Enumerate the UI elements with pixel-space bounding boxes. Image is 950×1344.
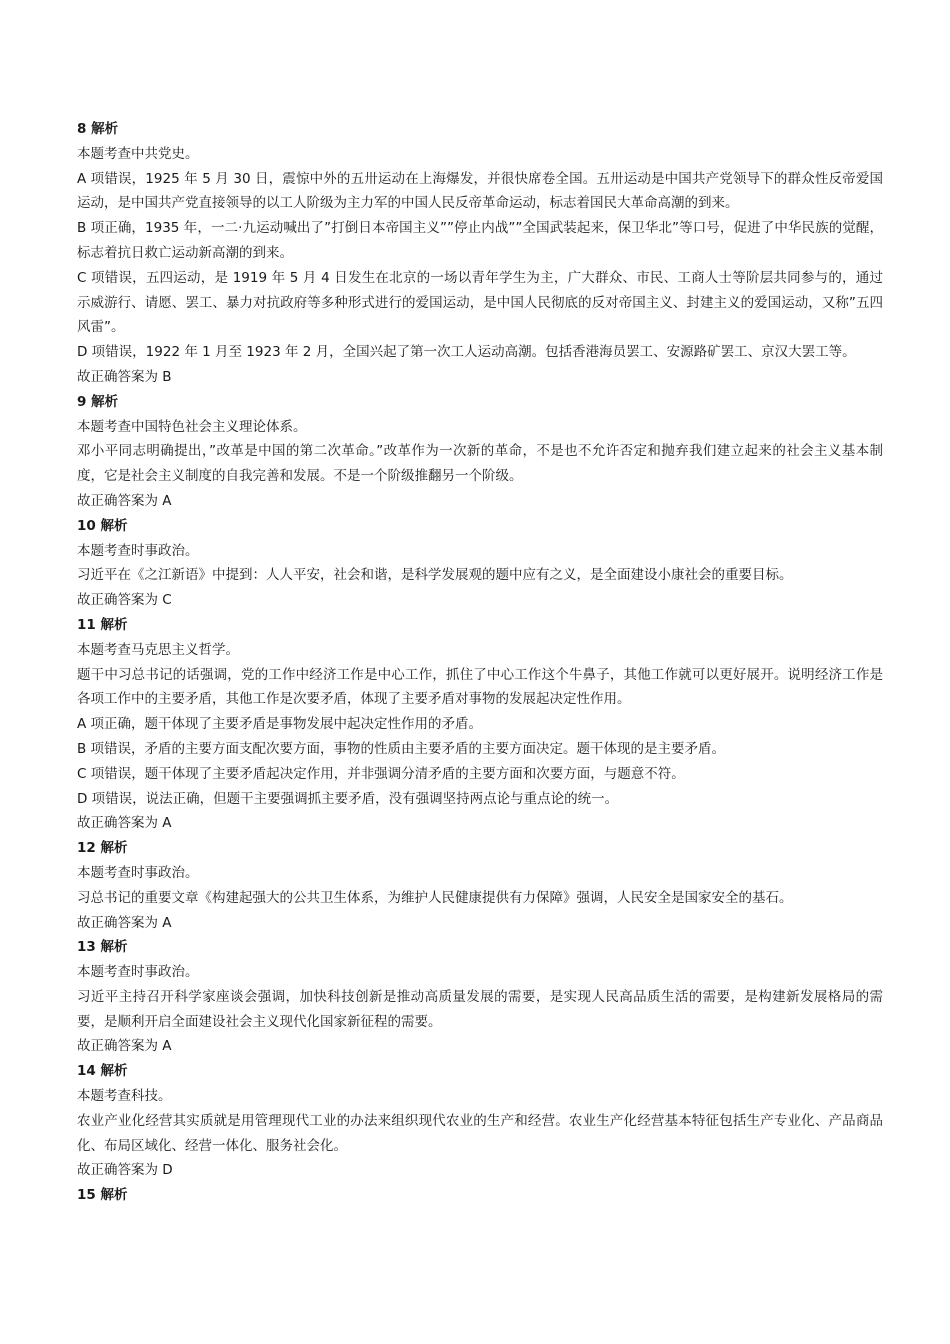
section-heading: 9 解析 [77,393,119,410]
topic-line: 本题考查时事政治。 [77,542,199,559]
option-analysis: C 项错误，五四运动，是 1919 年 5 月 4 日发生在北京的一场以青年学生为主，广大群众、市民、工商人士等阶层共同参与的，通过示威游行、请愿、罢工、暴力对抗政府等多种形式进行的爱国运动，是中国人民彻底的反对帝国主义、封建主义的爱国运动，又称”五四风雷”。 [77,269,883,336]
explanation-section [77,117,883,390]
explanation-text: 题干中习总书记的话强调，党的工作中经济工作是中心工作，抓住了中心工作这个牛鼻子，其他工作就可以更好展开。说明经济工作是各项工作中的主要矛盾，其他工作是次要矛盾，体现了主要矛盾对事物的发展起决定性作用。 [77,666,883,708]
correct-answer: 故正确答案为 A [77,1038,172,1055]
option-analysis: B 项正确，1935 年，一二·九运动喊出了”打倒日本帝国主义””停止内战””全国武装起来，保卫华北”等口号，促进了中华民族的觉醒，标志着抗日救亡运动新高潮的到来。 [77,220,883,261]
section-heading: 15 解析 [77,1187,128,1204]
topic-line: 本题考查科技。 [77,1088,172,1105]
topic-line: 本题考查时事政治。 [77,964,199,981]
option-analysis: A 项正确，题干体现了主要矛盾是事物发展中起决定性作用的矛盾。 [77,716,483,733]
topic-line: 本题考查时事政治。 [77,864,199,881]
section-heading: 12 解析 [77,840,128,857]
explanation-text: 习近平在《之江新语》中提到：人人平安，社会和谐，是科学发展观的题中应有之义，是全面建设小康社会的重要目标。 [77,567,793,584]
correct-answer: 故正确答案为 D [77,1162,173,1179]
option-analysis: B 项错误，矛盾的主要方面支配次要方面，事物的性质由主要矛盾的主要方面决定。题干体现的是主要矛盾。 [77,740,726,757]
explanation-section [77,390,883,514]
correct-answer: 故正确答案为 A [77,492,172,509]
answer-explanation-page [77,117,883,1208]
explanation-section [77,1059,883,1183]
correct-answer: 故正确答案为 C [77,592,172,609]
correct-answer: 故正确答案为 B [77,368,172,385]
section-heading: 8 解析 [77,121,119,137]
section-heading: 11 解析 [77,616,128,633]
topic-line: 本题考查马克思主义哲学。 [77,641,239,658]
correct-answer: 故正确答案为 A [77,914,172,931]
explanation-section [77,1183,883,1208]
explanation-section [77,514,883,613]
option-analysis: D 项错误，说法正确，但题干主要强调抓主要矛盾，没有强调坚持两点论与重点论的统一。 [77,790,619,807]
explanation-text: 农业产业化经营其实质就是用管理现代工业的办法来组织现代农业的生产和经营。农业生产化经营基本特征包括生产专业化、产品商品化、布局区域化、经营一体化、服务社会化。 [77,1112,883,1154]
explanation-text: 习总书记的重要文章《构建起强大的公共卫生体系，为维护人民健康提供有力保障》强调，人民安全是国家安全的基石。 [77,889,793,906]
option-analysis: A 项错误，1925 年 5 月 30 日，震惊中外的五卅运动在上海爆发，并很快席卷全国。五卅运动是中国共产党领导下的群众性反帝爱国运动，是中国共产党直接领导的以工人阶级为主力军的中国人民反帝革命运动，标志着国民大革命高潮的到来。 [77,170,883,212]
explanation-text: 习近平主持召开科学家座谈会强调，加快科技创新是推动高质量发展的需要，是实现人民高品质生活的需要，是构建新发展格局的需要，是顺利开启全面建设社会主义现代化国家新征程的需要。 [77,988,883,1030]
section-heading: 13 解析 [77,939,128,956]
explanation-section [77,836,883,935]
correct-answer: 故正确答案为 A [77,815,172,832]
topic-line: 本题考查中共党史。 [77,145,199,162]
section-heading: 14 解析 [77,1063,128,1080]
explanation-text: 邓小平同志明确提出，”改革是中国的第二次革命。”改革作为一次新的革命，不是也不允许否定和抛弃我们建立起来的社会主义基本制度，它是社会主义制度的自我完善和发展。不是一个阶级推翻另一个阶级。 [77,443,883,485]
section-heading: 10 解析 [77,517,128,534]
explanation-section [77,935,883,1059]
topic-line: 本题考查中国特色社会主义理论体系。 [77,418,307,435]
option-analysis: D 项错误，1922 年 1 月至 1923 年 2 月，全国兴起了第一次工人运动高潮。包括香港海员罢工、安源路矿罢工、京汉大罢工等。 [77,344,856,361]
option-analysis: C 项错误，题干体现了主要矛盾起决定作用，并非强调分清矛盾的主要方面和次要方面，与题意不符。 [77,765,685,782]
explanation-section [77,613,883,836]
